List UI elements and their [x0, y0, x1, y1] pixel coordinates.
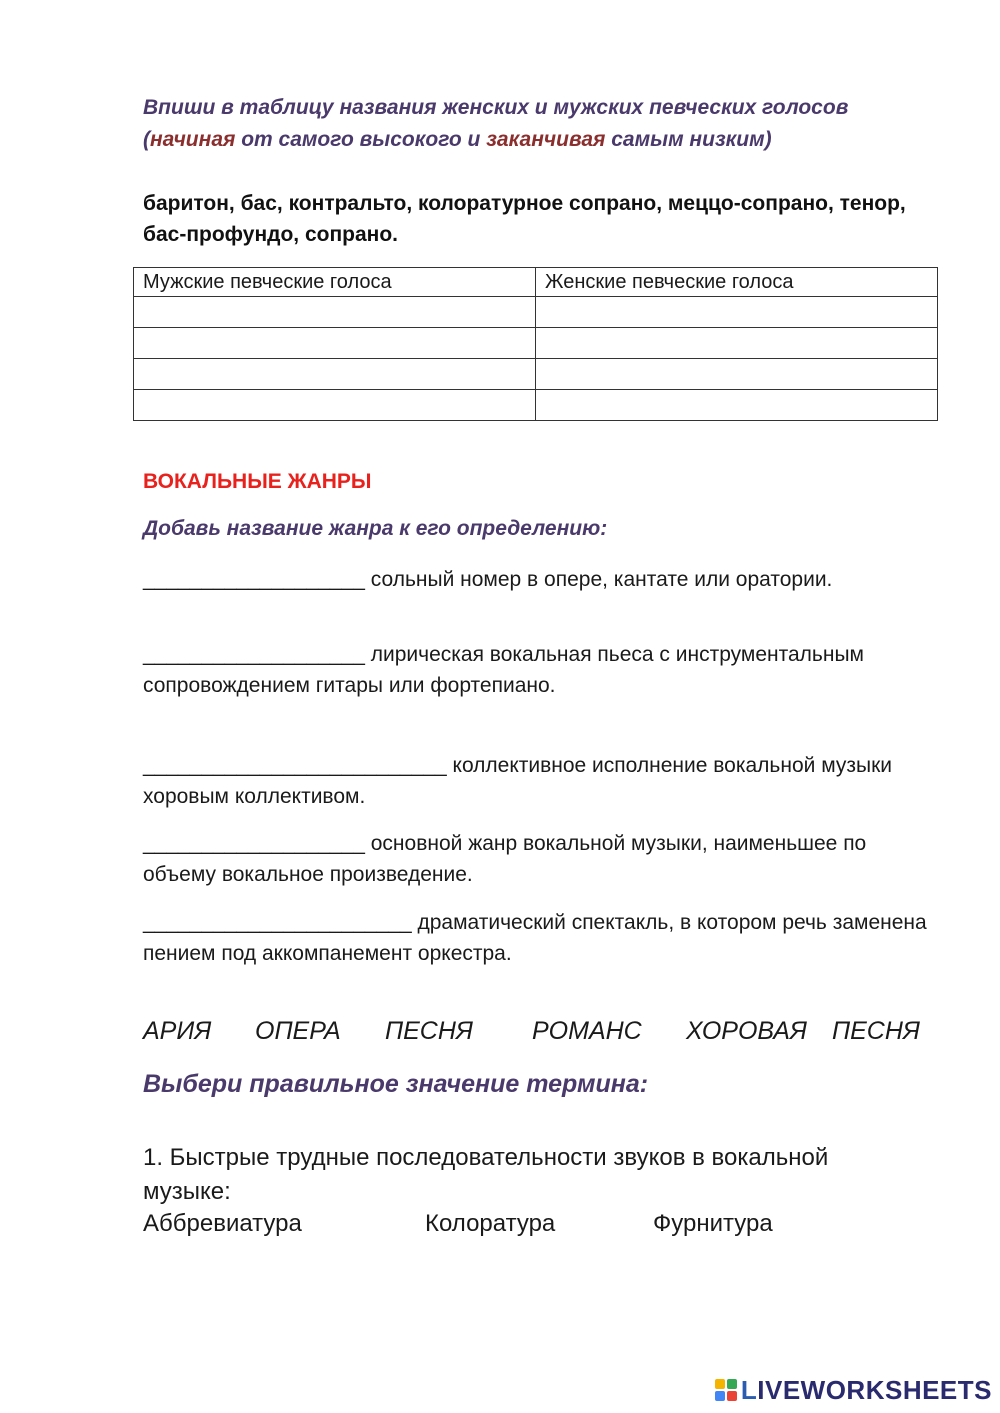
answer-blank[interactable]: _______________________ [143, 911, 412, 934]
instruction-part1: Впиши в таблицу названия женских и мужских певческих голосов ( [143, 96, 849, 151]
table-row [134, 328, 938, 359]
definition-text: основной жанр вокальной музыки, наименьшее по объему вокальное произведение. [143, 832, 867, 886]
instruction-highlight-start: начиная [150, 128, 236, 151]
male-voice-input-cell[interactable] [134, 390, 536, 421]
definition-item [143, 828, 943, 890]
definition-item [143, 750, 943, 812]
liveworksheets-logo-icon [715, 1379, 737, 1401]
definition-item [143, 564, 943, 595]
liveworksheets-logo-text: LIVEWORKSHEETS [740, 1374, 992, 1405]
word-bank-item[interactable]: АРИЯ [143, 1017, 212, 1045]
table-row [134, 390, 938, 421]
section-title-vocal-genres: ВОКАЛЬНЫЕ ЖАНРЫ [143, 470, 372, 493]
answer-blank[interactable]: ___________________ [143, 643, 365, 666]
answer-blank[interactable]: ___________________ [143, 568, 365, 591]
definition-text: драматический спектакль, в котором речь заменена пением под аккомпанемент оркестра. [143, 911, 927, 965]
answer-blank[interactable]: __________________________ [143, 754, 447, 777]
answer-option[interactable]: Фурнитура [653, 1210, 773, 1237]
definition-item [143, 907, 943, 969]
definition-text: лирическая вокальная пьеса с инструментальным сопровождением гитары или фортепиано. [143, 643, 864, 697]
table-header-row [134, 268, 938, 297]
female-voice-input-cell[interactable] [536, 390, 938, 421]
header-female-voices: Женские певческие голоса [536, 268, 938, 297]
answer-option[interactable]: Аббревиатура [143, 1210, 302, 1237]
answer-option[interactable]: Колоратура [425, 1210, 556, 1237]
answer-blank[interactable]: ___________________ [143, 832, 365, 855]
female-voice-input-cell[interactable] [536, 297, 938, 328]
liveworksheets-logo [715, 1373, 992, 1407]
female-voice-input-cell[interactable] [536, 359, 938, 390]
male-voice-input-cell[interactable] [134, 328, 536, 359]
female-voice-input-cell[interactable] [536, 328, 938, 359]
voices-table [133, 267, 938, 421]
terms-instruction: Выбери правильное значение термина: [143, 1070, 649, 1098]
instruction-part2: от самого высокого и [235, 128, 487, 151]
instruction-part3: самым низким) [605, 128, 772, 151]
header-male-voices: Мужские певческие голоса [134, 268, 536, 297]
table-row [134, 359, 938, 390]
voice-word-list: баритон, бас, контральто, колоратурное сопрано, меццо-сопрано, тенор, бас-профундо, сопрано. [143, 192, 906, 246]
word-bank-item[interactable]: ПЕСНЯ [832, 1017, 920, 1045]
word-bank-item[interactable]: ОПЕРА [255, 1017, 341, 1045]
instruction-highlight-end: заканчивая [486, 128, 606, 151]
genres-instruction: Добавь название жанра к его определению: [143, 517, 608, 540]
word-bank-item[interactable]: ПЕСНЯ [385, 1017, 473, 1045]
definition-text: сольный номер в опере, кантате или оратории. [370, 568, 833, 591]
definition-item [143, 639, 943, 701]
word-bank-item[interactable]: ХОРОВАЯ [686, 1017, 807, 1045]
word-bank-item[interactable]: РОМАНС [532, 1017, 642, 1045]
male-voice-input-cell[interactable] [134, 359, 536, 390]
table-instruction [143, 92, 933, 156]
definition-text: коллективное исполнение вокальной музыки хоровым коллективом. [143, 754, 893, 808]
table-row [134, 297, 938, 328]
male-voice-input-cell[interactable] [134, 297, 536, 328]
question-1: 1. Быстрые трудные последовательности звуков в вокальной музыке: [143, 1144, 829, 1205]
